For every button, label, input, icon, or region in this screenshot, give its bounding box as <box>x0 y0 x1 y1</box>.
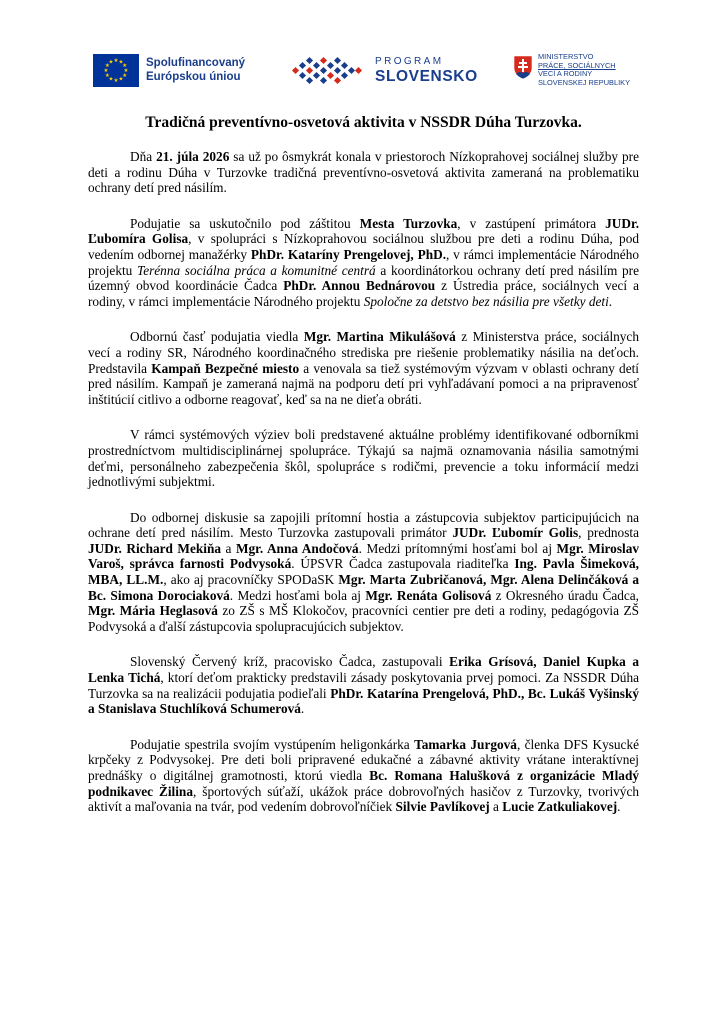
program-line2: SLOVENSKO <box>375 68 478 85</box>
paragraph-7: Podujatie spestrila svojím vystúpením heligonkárka Tamarka Jurgová, členka DFS Kysucké krpčeky z Podvysokej. Pre deti boli pripravené edukačné a zábavné aktivity vrátane interaktívnej prednášky o digitálnej gramotnosti, ktorú viedla Bc. Romana Halušková z organizácie Mladý podnikavec Žilina, športových súťaží, ukážok práce dobrovoľných hasičov z Turzovky, tvorivých aktivít a maľovania na tvár, pod vedením dobrovoľníčiek Silvie Pavlíkovej a Lucie Zatkuliakovej. <box>88 736 640 815</box>
svg-text:★: ★ <box>122 73 128 79</box>
svg-text:★: ★ <box>123 68 129 74</box>
program-slovensko-icon <box>291 54 367 90</box>
ministry-line3: VECÍ A RODINY <box>538 69 593 78</box>
eu-funding-text <box>146 56 245 84</box>
program-line1: PROGRAM <box>375 56 444 67</box>
paragraph-4: V rámci systémových výziev boli predstavené aktuálne problémy identifikované odborníkmi prostredníctvom multidisciplinárnej spolupráce. Týkajú sa najmä oznamovania násilia samotnými deťmi, personálneho zabezpečenia škôl, spolupráce s rodičmi, prevencie a toku informácií medzi jednotlivými subjektmi. <box>88 427 639 490</box>
document-title: Tradičná preventívno-osvetová aktivita v NSSDR Dúha Turzovka. <box>145 114 582 131</box>
svg-text:★: ★ <box>108 59 114 66</box>
svg-text:★: ★ <box>118 76 124 83</box>
program-slovensko-text <box>375 55 478 85</box>
svg-text:★: ★ <box>108 76 114 83</box>
paragraph-5: Do odbornej diskusie sa zapojili prítomní hostia a zástupcovia subjektov participujúcich na ochrane detí pred násilím. Mesto Turzovka zastupovali primátor JUDr. Ľubomír Golis, prednosta JUDr. Richard Mekiňa a Mgr. Anna Andočová. Medzi prítomnými hosťami bol aj Mgr. Miroslav Varoš, správca farnosti Podvysoká. ÚPSVR Čadca zastupovala riaditeľka Ing. Pavla Šimeková, MBA, LL.M., ako aj pracovníčky SPODaSK Mgr. Marta Zubričanová, Mgr. Alena Delinčáková a Bc. Simona Dorociaková. Medzi hosťami bola aj Mgr. Renáta Golisová z Okresného úradu Čadca, Mgr. Mária Heglasová zo ZŠ s MŠ Klokočov, pracovníci centier pre deti a rodiny, pedagógovia ZŠ Podvysoká a ďalší zástupcovia spolupracujúcich subjektov. <box>88 509 640 634</box>
eu-flag-logo <box>93 54 139 87</box>
ministry-line1: MINISTERSTVO <box>538 52 594 61</box>
paragraph-1: Dňa 21. júla 2026 sa už po ôsmykrát konala v priestoroch Nízkoprahovej sociálnej služby pre deti a rodinu Dúha v Turzovke tradičná preventívno-osvetová aktivita zameraná na problematiku ochrany detí pred násilím. <box>88 149 639 196</box>
svg-text:★: ★ <box>104 63 110 69</box>
paragraph-3: Odbornú časť podujatia viedla Mgr. Martina Mikulášová z Ministerstva práce, sociálnych vecí a rodiny SR, Národného koordinačného strediska pre riešenie problematiky násilia na deťoch. Predstavila Kampaň Bezpečné miesto a venovala sa tiež systémovým výzvam v oblasti ochrany detí pred násilím. Kampaň je zameraná najmä na podporu detí pri vyhľadávaní pomoci a na pripravenosť inštitúcií citlivo a odborne reagovať, keď sa na ne dieťa obráti. <box>88 329 639 407</box>
svg-text:★: ★ <box>118 59 124 66</box>
eu-text-line1: Spolufinancovaný <box>146 57 246 69</box>
ministry-line2: PRÁCE, SOCIÁLNYCH <box>538 60 616 70</box>
ministry-text <box>538 53 630 87</box>
eu-text-line2: Európskou úniou <box>146 71 241 83</box>
svg-text:★: ★ <box>103 68 109 74</box>
paragraph-2: Podujatie sa uskutočnilo pod záštitou Mesta Turzovka, v zastúpení primátora JUDr. Ľubomíra Golisa, v spolupráci s Nízkoprahovou sociálnou službou pre deti a rodinu Dúha, pod vedením odbornej manažérky PhDr. Kataríny Prengelovej, PhD., v rámci implementácie Národného projektu Terénna sociálna práca a komunitné centrá a koordinátorkou ochrany detí pred násilím pre územný obvod koordinácie Čadca PhDr. Annou Bednárovou z Ústredia práce, sociálnych vecí a rodiny, v rámci implementácie Národného projektu Spoločne za detstvo bez násilia pre všetky deti. <box>88 215 640 309</box>
svg-text:★: ★ <box>113 58 119 64</box>
svg-text:★: ★ <box>104 73 110 79</box>
svg-text:★: ★ <box>113 78 119 84</box>
slovak-crest-icon <box>513 55 533 80</box>
ministry-line4: SLOVENSKEJ REPUBLIKY <box>538 77 631 87</box>
svg-text:★: ★ <box>122 63 128 69</box>
document-body <box>88 113 639 835</box>
header <box>0 0 724 100</box>
paragraph-6: Slovenský Červený kríž, pracovisko Čadca, zastupovali Erika Grísová, Daniel Kupka a Lenka Tichá, ktorí deťom prakticky predstavili zásady poskytovania prvej pomoci. Za NSSDR Dúha Turzovka sa na realizácii podujatia podieľali PhDr. Katarína Prengelová, PhD., Bc. Lukáš Vyšinský a Stanislava Stuchlíková Schumerová. <box>88 654 640 717</box>
